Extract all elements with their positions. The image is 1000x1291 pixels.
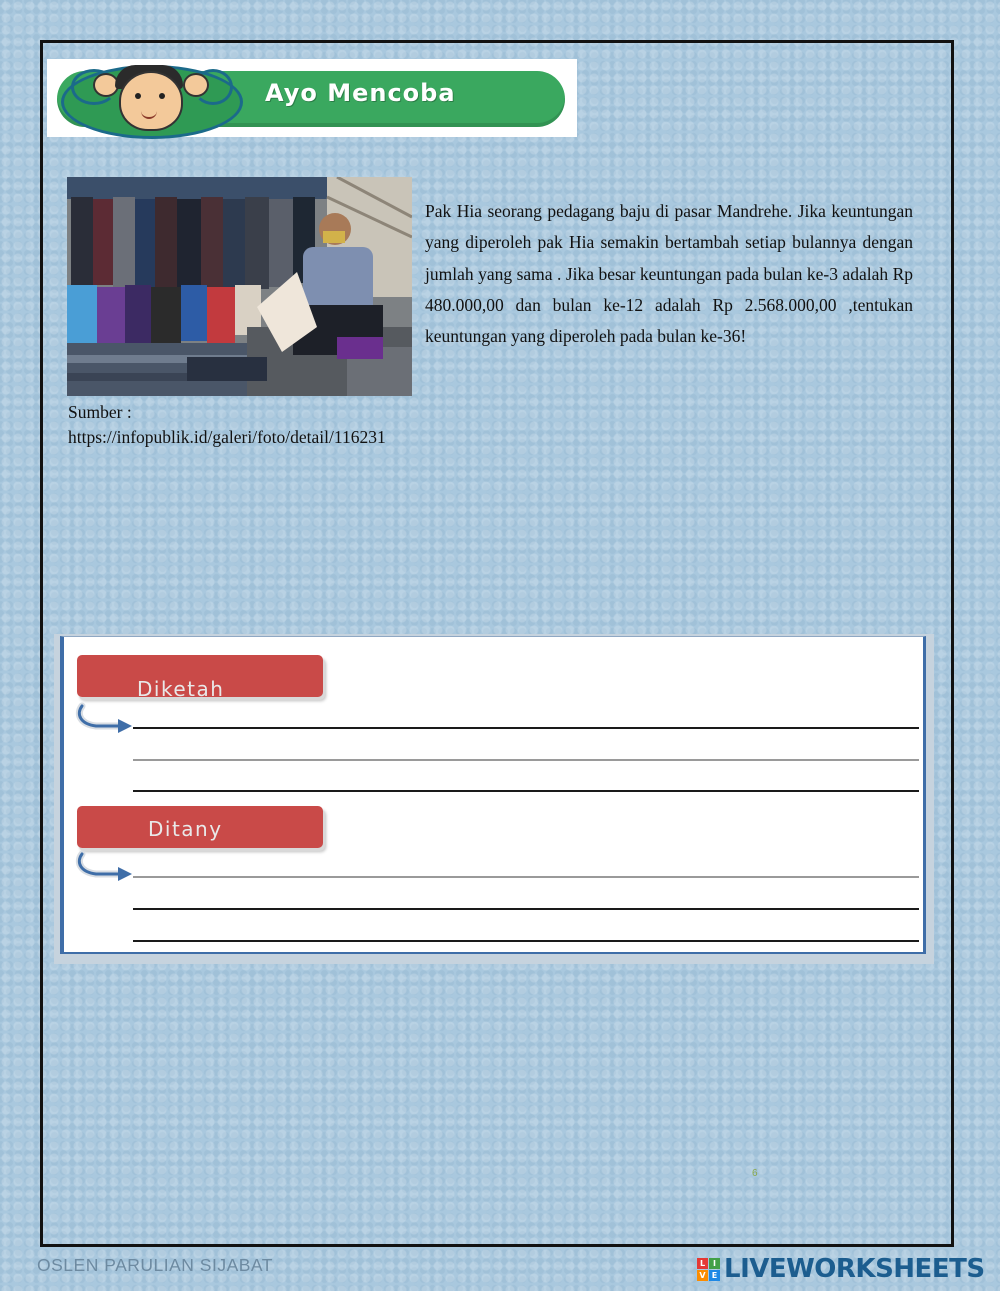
asked-label: Ditany [148, 817, 223, 841]
hand-right-icon [183, 73, 209, 97]
source-label: Sumber : [68, 402, 132, 422]
photo-source [68, 400, 448, 449]
child-face-icon [119, 71, 183, 131]
asked-arrow-icon [74, 848, 138, 890]
brand-letter-l: L [697, 1258, 708, 1269]
known-arrow-icon [74, 700, 138, 742]
asked-answer-line-1[interactable] [133, 876, 919, 878]
child-eye-icon [135, 93, 141, 99]
liveworksheets-grid-icon [697, 1258, 721, 1282]
asked-answer-line-2[interactable] [133, 908, 919, 910]
source-url: https://infopublik.id/galeri/foto/detail/116231 [68, 426, 386, 447]
brand-name: LIVEWORKSHEETS [724, 1254, 985, 1284]
footer-author: OSLEN PARULIAN SIJABAT [37, 1255, 273, 1275]
known-answer-line-3[interactable] [133, 790, 919, 792]
known-label: Diketah [137, 677, 225, 697]
problem-text: Pak Hia seorang pedagang baju di pasar Mandrehe. Jika keuntungan yang diperoleh pak Hia semakin bertambah setiap bulannya dengan jumlah yang sama . Jika besar keuntungan pada bulan ke-3 adalah Rp 480.000,00 dan bulan ke-12 adalah Rp 2.568.000,00 ,tentukan keuntungan yang diperoleh pada bulan ke-36! [425, 201, 913, 347]
known-answer-line-1[interactable] [133, 727, 919, 729]
brand-letter-i: I [709, 1258, 720, 1269]
asked-answer-line-3[interactable] [133, 940, 919, 942]
known-answer-line-2[interactable] [133, 759, 919, 761]
brand-letter-v: V [697, 1270, 708, 1281]
known-label-tab [77, 655, 323, 697]
ayo-mencoba-banner [47, 59, 577, 137]
page-number: 6 [752, 1168, 758, 1179]
merchant-photo [67, 177, 412, 396]
brand-letter-e: E [709, 1270, 720, 1281]
banner-title: Ayo Mencoba [265, 79, 456, 107]
asked-label-tab [77, 806, 323, 848]
child-eye-icon [159, 93, 165, 99]
